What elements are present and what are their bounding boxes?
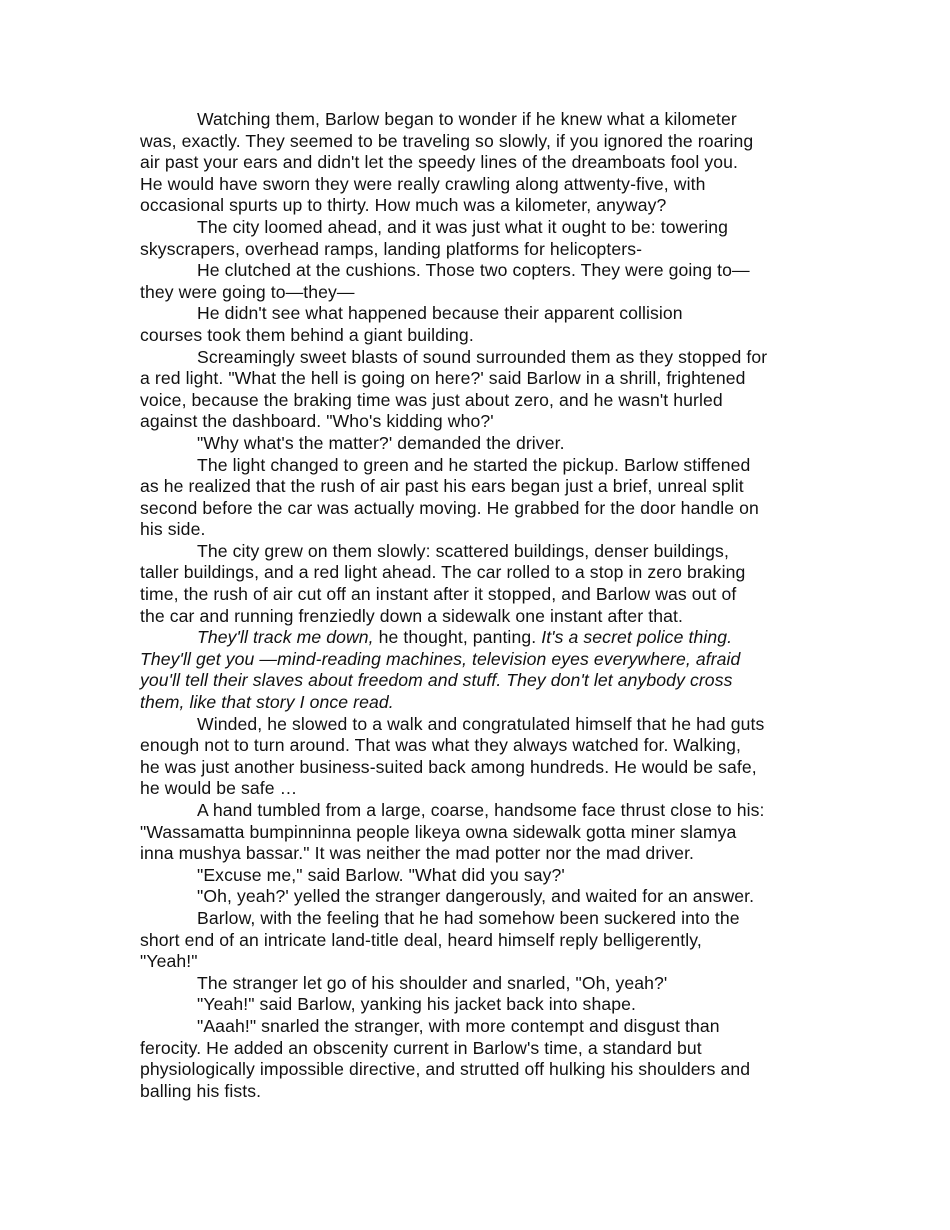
paragraph-16: "Yeah!" said Barlow, yanking his jacket back into shape. — [197, 994, 636, 1015]
paragraph-1: Watching them, Barlow began to wonder if he knew what a kilometer was, exactly. They seemed to be traveling so slowly, if you ignored the roaring air past your ears and didn't let the speedy lines of the dreamboats fool you. He would have sworn they were really crawling along attwenty-five, with occasional spurts up to thirty. How much was a kilometer, anyway? — [140, 109, 754, 216]
paragraph-12: "Excuse me," said Barlow. "What did you say?' — [197, 864, 565, 885]
paragraph-14: Barlow, with the feeling that he had somehow been suckered into the short end of an intricate land-title deal, heard himself reply belligerently, "Yeah!" — [140, 907, 740, 972]
paragraph-17: "Aaah!" snarled the stranger, with more contempt and disgust than ferocity. He added an obscenity current in Barlow's time, a standard but physiologically impossible directive, and strutted off hulking his shoulders and balling his fists. — [140, 1015, 751, 1101]
paragraph-8: The city grew on them slowly: scattered buildings, denser buildings, taller buildings, and a red light ahead. The car rolled to a stop in zero braking time, the rush of air cut off an instant after it stopped, and Barlow was out of the car and running frenziedly down a sidewalk one instant after that. — [140, 540, 746, 626]
paragraph-5: Screamingly sweet blasts of sound surrounded them as they stopped for a red light. "What the hell is going on here?' said Barlow in a shrill, frightened voice, because the braking time was just about zero, and he wasn't hurled against the dashboard. "Who's kidding who?' — [140, 346, 768, 432]
paragraph-13: "Oh, yeah?' yelled the stranger dangerously, and waited for an answer. — [197, 886, 755, 907]
paragraph-3: He clutched at the cushions. Those two copters. They were going to— they were going to—they— — [140, 260, 750, 302]
paragraph-9-italic-a: They'll track me down, — [197, 627, 374, 648]
paragraph-10: Winded, he slowed to a walk and congratulated himself that he had guts enough not to turn around. That was what they always watched for. Walking, he was just another business-suited back among hundreds. He would be safe, he would be safe … — [140, 713, 765, 799]
paragraph-9-italic-b: It's a secret police thing. They'll get you —mind-reading machines, television eyes everywhere, afraid you'll tell their slaves about freedom and stuff. They don't let anybody cross them, like that story I once read. — [140, 627, 741, 713]
paragraph-9 — [140, 627, 815, 713]
paragraph-7: The light changed to green and he started the pickup. Barlow stiffened as he realized that the rush of air past his ears began just a brief, unreal split second before the car was actually moving. He grabbed for the door handle on his side. — [140, 454, 759, 540]
paragraph-9-plain: he thought, panting. — [373, 627, 542, 648]
paragraph-6: "Why what's the matter?' demanded the driver. — [197, 432, 565, 453]
document-page — [140, 109, 815, 1102]
paragraph-15: The stranger let go of his shoulder and snarled, "Oh, yeah?' — [197, 972, 668, 993]
paragraph-4: He didn't see what happened because their apparent collision courses took them behind a giant building. — [140, 303, 683, 345]
paragraph-2: The city loomed ahead, and it was just what it ought to be: towering skyscrapers, overhead ramps, landing platforms for helicopters- — [140, 216, 729, 259]
paragraph-11: A hand tumbled from a large, coarse, handsome face thrust close to his: "Wassamatta bumpinninna people likeya owna sidewalk gotta miner slamya inna mushya bassar." It was neither the mad potter nor the mad driver. — [140, 800, 765, 864]
